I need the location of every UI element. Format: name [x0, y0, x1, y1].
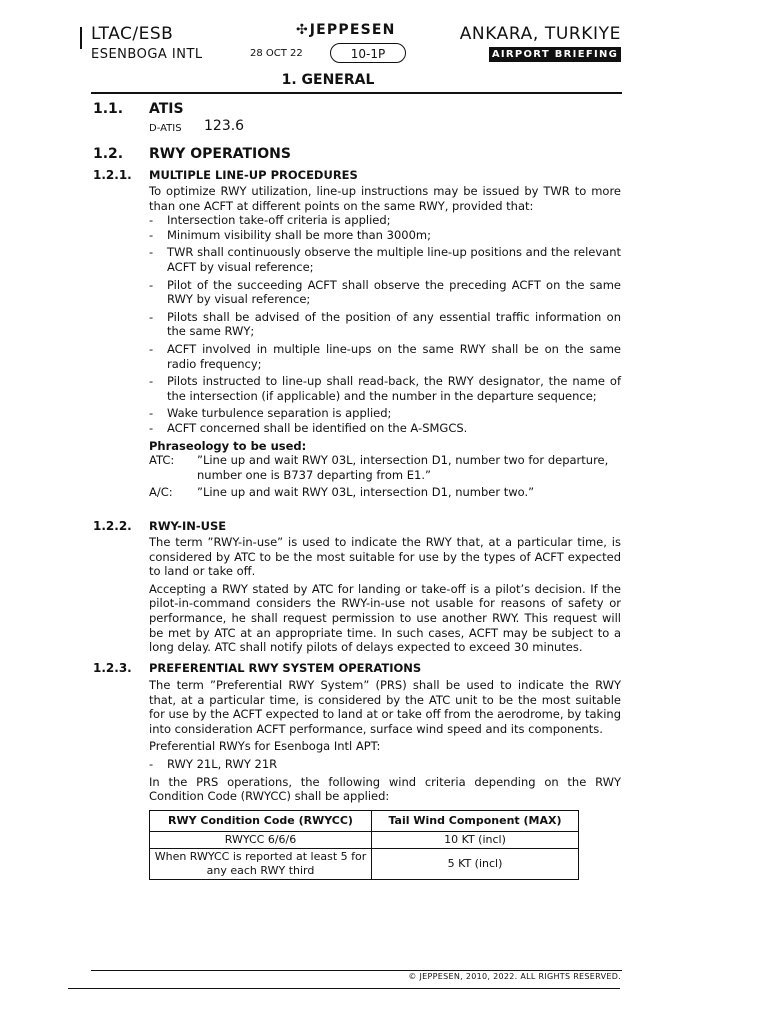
table-header-tailwind: Tail Wind Component (MAX)	[372, 811, 579, 832]
section-number-atis: 1.1.	[93, 101, 124, 117]
table-row	[150, 832, 579, 849]
list-item: - Minimum visibility shall be more than 3000m;	[149, 228, 621, 243]
datis-label: D-ATIS	[149, 123, 182, 134]
list-item: - Wake turbulence separation is applied;	[149, 406, 621, 421]
ac-label: A/C:	[149, 485, 173, 500]
prs-body	[149, 678, 621, 804]
section-number-rwy-in-use: 1.2.2.	[93, 519, 132, 533]
table-header-row	[150, 811, 579, 832]
list-item: - Pilots shall be advised of the position of any essential traffic information on the same RWY;	[149, 310, 621, 339]
copyright-notice: © JEPPESEN, 2010, 2022. ALL RIGHTS RESERVED.	[408, 972, 621, 981]
heading-multiple-line-up: MULTIPLE LINE-UP PROCEDURES	[149, 168, 358, 182]
footer-rule	[91, 970, 622, 971]
rwy-in-use-body	[149, 535, 621, 655]
prs-paragraph-1: The term ”Preferential RWY System” (PRS) shall be used to indicate the RWY that, at a particular time, is considered by the ATC unit to be the most suitable for use by the ACFT expected to land at or take off from the aerodrome, by taking into consideration ACFT performance, surface wind speed and its components.	[149, 678, 621, 736]
table-cell: RWYCC 6/6/6	[150, 832, 372, 849]
list-item: - TWR shall continuously observe the multiple line-up positions and the relevant ACFT by visual reference;	[149, 245, 621, 274]
heading-rwy-ops: RWY OPERATIONS	[149, 146, 291, 162]
atc-text: ”Line up and wait RWY 03L, intersection D1, number two for departure, number one is B737 departing from E1.”	[197, 453, 609, 482]
list-item: - ACFT involved in multiple line-ups on the same RWY shall be on the same radio frequency;	[149, 342, 621, 371]
list-item: - RWY 21L, RWY 21R	[149, 757, 621, 772]
list-item: - Pilot of the succeeding ACFT shall observe the preceding ACFT on the same RWY by visual reference;	[149, 278, 621, 307]
footer-rule-bottom	[68, 988, 620, 989]
heading-atis: ATIS	[149, 101, 184, 117]
chart-type-banner: AIRPORT BRIEFING	[489, 47, 621, 62]
chart-date: 28 OCT 22	[250, 48, 303, 59]
airport-identifier: LTAC/ESB	[91, 24, 174, 44]
heading-rwy-in-use: RWY-IN-USE	[149, 519, 227, 533]
header-side-bar	[80, 27, 82, 49]
phraseology-atc	[149, 453, 621, 482]
atc-label: ATC:	[149, 453, 175, 468]
section-number-rwy-ops: 1.2.	[93, 146, 124, 162]
table-row	[150, 849, 579, 880]
airport-name: ESENBOGA INTL	[91, 47, 203, 62]
table-header-rwycc: RWY Condition Code (RWYCC)	[150, 811, 372, 832]
jeppesen-logo	[296, 22, 396, 38]
rwy-in-use-paragraph-2: Accepting a RWY stated by ATC for landing or take-off is a pilot’s decision. If the pilot-in-command considers the RWY-in-use not usable for reasons of safety or performance, he shall request permission to use another RWY. This request will be met by ATC at an appropriate time. In such cases, ACFT may be subject to a long delay. ATC shall notify pilots of delays expected to exceed 30 minutes.	[149, 581, 621, 655]
section-number-prs: 1.2.3.	[93, 661, 132, 675]
table-cell: When RWYCC is reported at least 5 for any each RWY third	[150, 849, 372, 880]
list-item: - Pilots instructed to line-up shall read-back, the RWY designator, the name of the intersection (if applicable) and the number in the departure sequence;	[149, 374, 621, 403]
table-cell: 5 KT (incl)	[372, 849, 579, 880]
jeppesen-logo-icon: ✣	[296, 22, 308, 38]
heading-prs: PREFERENTIAL RWY SYSTEM OPERATIONS	[149, 661, 422, 675]
brand-name: JEPPESEN	[309, 22, 396, 38]
list-item: - ACFT concerned shall be identified on the A-SMGCS.	[149, 421, 621, 436]
list-item: - Intersection take-off criteria is applied;	[149, 213, 621, 228]
chart-number-badge: 10-1P	[330, 43, 406, 63]
ac-text: ”Line up and wait RWY 03L, intersection D1, number two.”	[197, 485, 535, 500]
table-cell: 10 KT (incl)	[372, 832, 579, 849]
section-number-multiple-line-up: 1.2.1.	[93, 168, 132, 182]
phraseology-label: Phraseology to be used:	[149, 438, 307, 453]
section-title: 1. GENERAL	[281, 72, 375, 88]
wind-criteria-table	[149, 810, 579, 880]
rwy-in-use-paragraph-1: The term ”RWY-in-use” is used to indicate the RWY that, at a particular time, is considered by ATC to be the most suitable for use by the types of ACFT expected to land or take off.	[149, 535, 621, 579]
multiple-line-up-body	[149, 184, 621, 500]
multiple-line-up-intro: To optimize RWY utilization, line-up instructions may be issued by TWR to more than one ACFT at different points on the same RWY, provided that:	[149, 184, 621, 213]
phraseology-ac	[149, 485, 621, 500]
prs-paragraph-2: Preferential RWYs for Esenboga Intl APT:	[149, 739, 381, 754]
prs-paragraph-3: In the PRS operations, the following wind criteria depending on the RWY Condition Code (RWYCC) shall be applied:	[149, 774, 621, 804]
city-country: ANKARA, TURKIYE	[459, 24, 621, 44]
title-rule	[91, 92, 622, 94]
datis-frequency: 123.6	[204, 118, 245, 134]
